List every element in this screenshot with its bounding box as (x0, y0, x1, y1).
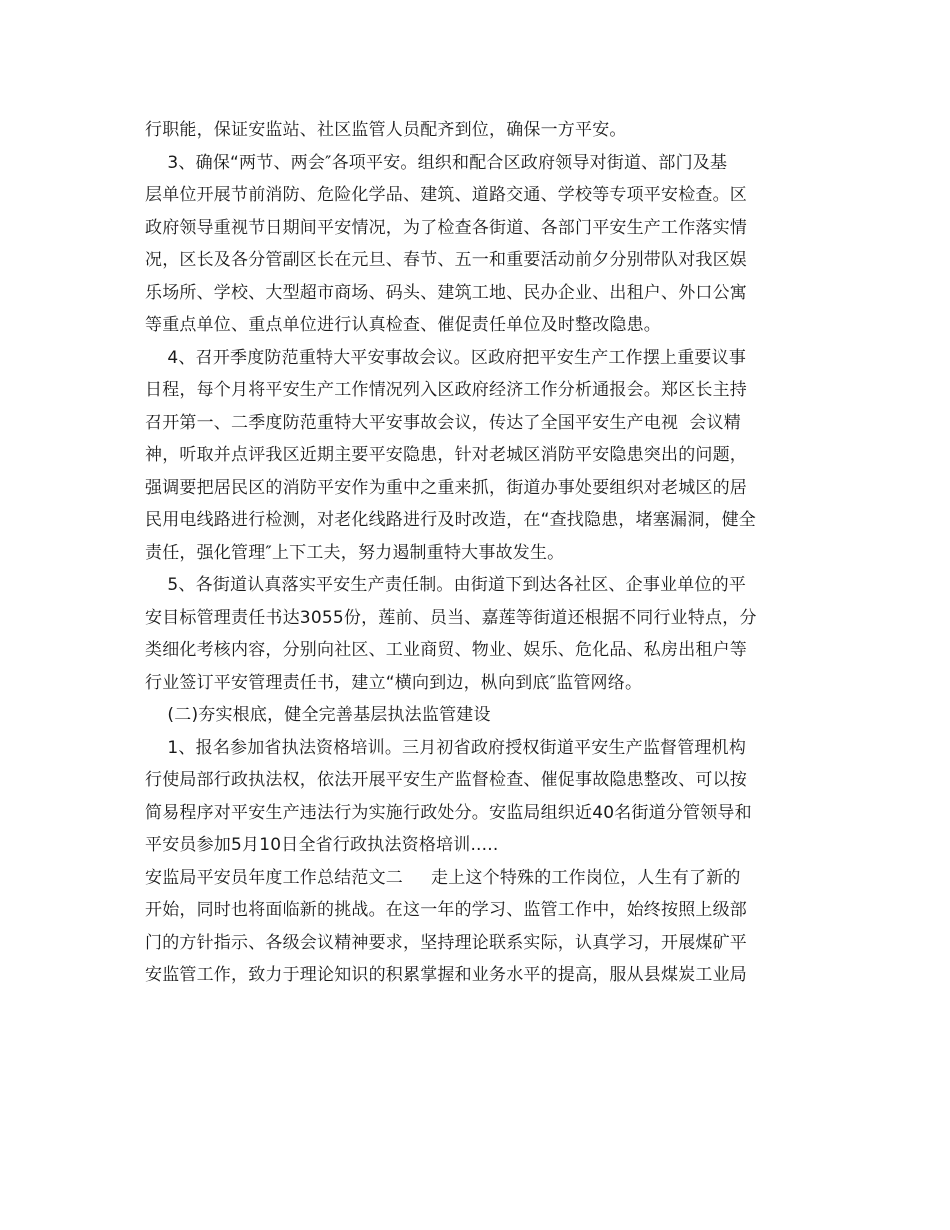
text-line: 层单位开展节前消防、危险化学品、建筑、道路交通、学校等专项平安检查。区 (145, 185, 747, 205)
text-line: 等重点单位、重点单位进行认真检查、催促责任单位及时整改隐患。 (145, 315, 661, 335)
text-line: 类细化考核内容，分别向社区、工业商贸、物业、娱乐、危化品、私房出租户等 (145, 640, 747, 660)
text-line: 行职能，保证安监站、社区监管人员配齐到位，确保一方平安。 (145, 120, 627, 140)
text-line: 行使局部行政执法权，依法开展平安生产监督检查、催促事故隐患整改、可以按 (145, 770, 747, 790)
text-line: 1、报名参加省执法资格培训。三月初省政府授权街道平安生产监督管理机构 (145, 737, 747, 758)
text-line: 民用电线路进行检测，对老化线路进行及时改造，在“查找隐患，堵塞漏洞，健全 (145, 510, 757, 530)
text-line: 乐场所、学校、大型超市商场、码头、建筑工地、民办企业、出租户、外口公寓 (145, 282, 747, 303)
text-line: 安监管工作，致力于理论知识的积累掌握和业务水平的提高，服从县煤炭工业局 (145, 965, 747, 985)
text-line: 3、确保“两节、两会″各项平安。组织和配合区政府领导对街道、部门及基 (145, 152, 728, 173)
text-line: 5、各街道认真落实平安生产责任制。由街道下到达各社区、企事业单位的平 (145, 575, 747, 595)
text-line: 门的方针指示、各级会议精神要求，坚持理论联系实际，认真学习，开展煤矿平 (145, 932, 747, 953)
text-line: 行业签订平安管理责任书，建立“横向到边，枞向到底″监管网络。 (145, 672, 643, 693)
text-line: 况，区长及各分管副区长在元旦、春节、五一和重要活动前夕分别带队对我区娱 (145, 250, 747, 270)
text-line: 简易程序对平安生产违法行为实施行政处分。安监局组织近40名街道分管领导和 (145, 802, 752, 823)
text-line: 政府领导重视节日期间平安情况，为了检查各街道、各部门平安生产工作落实情 (145, 217, 747, 238)
text-line: 平安员参加5月10日全省行政执法资格培训..... (145, 835, 499, 855)
text-line: 召开第一、二季度防范重特大平安事故会议，传达了全国平安生产电视 会议精 (145, 412, 742, 433)
document-body (145, 114, 805, 992)
text-line: 安目标管理责任书达3055份，莲前、员当、嘉莲等街道还根据不同行业特点，分 (145, 607, 757, 628)
section-heading: (二)夯实根底，健全完善基层执法监管建设 (145, 705, 491, 725)
text-line: 强调要把居民区的消防平安作为重中之重来抓，街道办事处要组织对老城区的居 (145, 477, 747, 498)
text-line: 日程，每个月将平安生产工作情况列入区政府经济工作分析通报会。郑区长主持 (145, 380, 747, 400)
text-line: 责任，强化管理″上下工夫，努力遏制重特大事故发生。 (145, 542, 565, 563)
text-line: 4、召开季度防范重特大平安事故会议。区政府把平安生产工作摆上重要议事 (145, 347, 747, 368)
text-line: 神，听取并点评我区近期主要平安隐患，针对老城区消防平安隐患突出的问题， (145, 445, 747, 465)
text-line: 开始，同时也将面临新的挑战。在这一年的学习、监管工作中，始终按照上级部 (145, 900, 747, 920)
text-line: 安监局平安员年度工作总结范文二 走上这个特殊的工作岗位，人生有了新的 (145, 867, 741, 888)
